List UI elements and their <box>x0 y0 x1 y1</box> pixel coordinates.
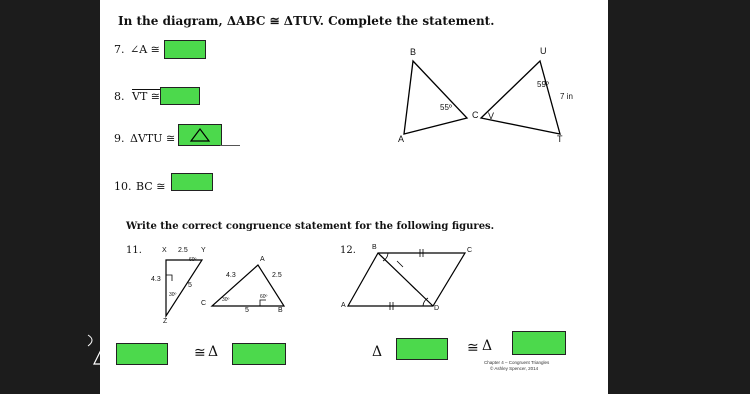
vertex-label-a: A <box>398 134 405 144</box>
p11-label-b: B <box>278 307 283 314</box>
p12-label-b: B <box>372 244 377 251</box>
vertex-label-b: B <box>410 47 417 57</box>
angle-label-55: 55º <box>440 103 452 112</box>
p12-label-a: A <box>341 302 346 309</box>
section-2-instruction: Write the correct congruence statement for the following figures. <box>126 221 495 232</box>
angle-label-59: 59º <box>537 80 549 89</box>
problem-12-number: 12. <box>340 245 356 256</box>
side-label-7in: 7 in <box>560 92 573 101</box>
vertex-label-t: T <box>557 134 563 144</box>
problem-11-number: 11. <box>126 245 142 256</box>
p11-angle-60b: 60º <box>260 294 268 300</box>
p11-label-c: C <box>201 300 207 307</box>
footer-chapter: Chapter 4 – Congruent Triangles <box>484 360 550 365</box>
vertex-label-c: C <box>472 110 479 120</box>
answer-11-outer-box[interactable] <box>116 343 168 365</box>
item-8-prompt: VT ≅ <box>132 90 160 103</box>
vertex-label-v: V <box>488 111 495 121</box>
instruction-heading: In the diagram, ΔABC ≅ ΔTUV. Complete the statement. <box>118 14 495 28</box>
answer-12-left-box[interactable] <box>396 338 448 360</box>
vertex-label-u: U <box>540 46 547 56</box>
item-9-number: 9. <box>114 132 125 145</box>
p11-label-43b: 4.3 <box>226 272 236 279</box>
p11-label-x: X <box>162 247 167 254</box>
p12-label-c: C <box>467 247 473 254</box>
item-10-prompt: BC ≅ <box>136 180 166 193</box>
item-8-number: 8. <box>114 90 125 103</box>
worksheet-page <box>100 0 608 394</box>
p11-label-5: 5 <box>188 282 192 289</box>
item-10-number: 10. <box>114 180 132 193</box>
p11-label-y: Y <box>201 247 206 254</box>
p12-label-d: D <box>434 305 440 312</box>
parallelogram-abcd <box>348 253 465 306</box>
answer-11-right-box[interactable] <box>232 343 286 365</box>
answer-12-congruent: ≅ <box>467 340 479 356</box>
p11-label-5b: 5 <box>245 307 249 314</box>
answer-11-triangle: Δ <box>208 344 219 360</box>
p11-angle-60: 60º <box>189 257 197 263</box>
footer-copyright: © Ashley Spencer, 2014 <box>490 366 539 371</box>
item-7-prompt: ∠A ≅ <box>130 43 160 56</box>
answer-12-right-box[interactable] <box>512 331 566 355</box>
answer-12-triangle-left: Δ <box>372 344 383 360</box>
p11-angle-30: 30º <box>169 292 177 298</box>
item-9-prompt: ΔVTU ≅ <box>130 132 176 145</box>
answer-11-congruent: ≅ <box>194 345 206 361</box>
p11-label-25: 2.5 <box>178 247 188 254</box>
p11-label-z: Z <box>163 318 168 325</box>
p11-label-a: A <box>260 256 265 263</box>
item-7-number: 7. <box>114 43 125 56</box>
p11-label-43: 4.3 <box>151 276 161 283</box>
p11-label-25b: 2.5 <box>272 272 282 279</box>
p11-angle-30b: 30º <box>222 297 230 303</box>
answer-12-triangle-right: Δ <box>482 338 493 354</box>
